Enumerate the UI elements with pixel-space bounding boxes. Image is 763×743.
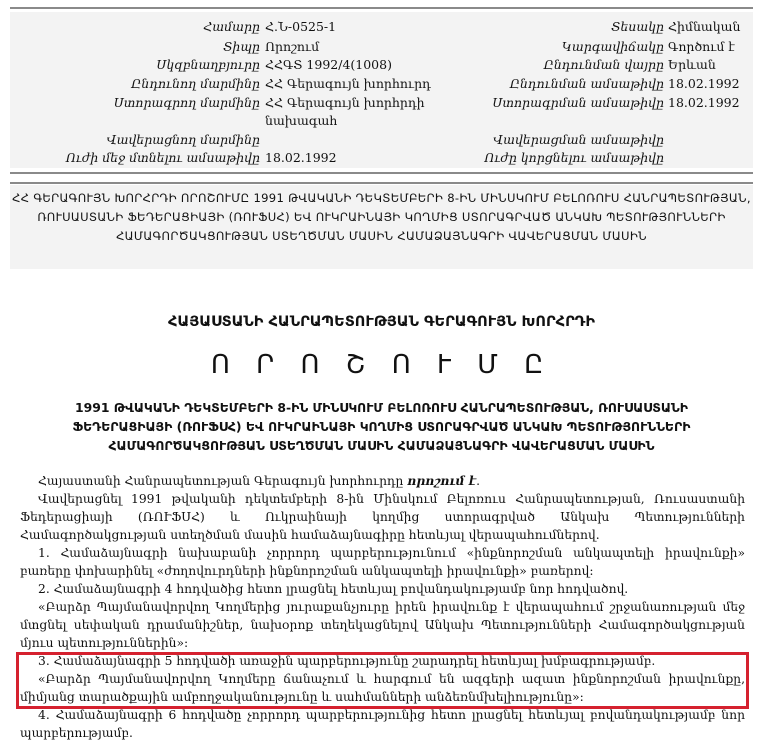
paragraph-item-3-quote: «Բարձր Պայմանավորվող Կողմերը ճանաչում և հարգում են ազգերի ազատ ինքնորոշման իրավունքը, միմյանց տարածքային ամբողջականությունը և սահմանների անձեռնմխելիությունը»: xyxy=(20,672,745,704)
meta-value: Գործում է xyxy=(668,39,735,54)
document-type-heading: Ո Ր Ո Շ Ո Ւ Մ Ը xyxy=(210,350,553,380)
document-title: 1991 ԹՎԱԿԱՆԻ ԴԵԿՏԵՄԲԵՐԻ 8-ԻՆ ՄԻՆՍԿՈՒՄ ԲԵԼՈՌՈՒՍ ՀԱՆՐԱՊԵՏՈՒԹՅԱՆ, ՌՈՒՍԱՍՏԱՆԻ ՖԵԴԵՐԱՑԻԱՅԻ (ՌՈՒՖՍՀ) ԵՎ ՈՒԿՐԱԻՆԱՅԻ ԿՈՂՄԻՑ ՍՏՈՐԱԳՐՎԱԾ ԱՆԿԱԽ ՊԵՏՈՒԹՅՈՒՆՆԵՐԻ ՀԱՄԱԳՈՐԾԱԿՑՈՒԹՅԱՆ ՍՏԵՂԾՄԱՆ ՄԱՍԻՆ ՀԱՄԱՁԱՅՆԱԳՐԻ ՎԱՎԵՐԱՑՄԱՆ ՄԱՍԻՆ xyxy=(72,400,691,453)
meta-label: Սկզբնաղբյուրը xyxy=(156,57,260,72)
meta-row-ratification-date xyxy=(410,131,753,148)
meta-row-place xyxy=(410,56,753,73)
meta-row-status xyxy=(410,38,753,55)
meta-value: Երևան xyxy=(668,57,716,72)
meta-value: 18.02.1992 xyxy=(668,95,740,110)
meta-row-kind xyxy=(410,18,753,35)
issuing-body-heading: ՀԱՅԱՍՏԱՆԻ ՀԱՆՐԱՊԵՏՈՒԹՅԱՆ ԳԵՐԱԳՈՒՅՆ ԽՈՐՀՐԴԻ xyxy=(167,314,596,330)
meta-label: Ուժը կորցնելու ամսաթիվը xyxy=(484,150,664,165)
meta-value: ՀՀ Գերագույն խորհրդի xyxy=(265,95,425,110)
meta-row-source xyxy=(10,56,410,73)
meta-label: Ուժի մեջ մտնելու ամսաթիվը xyxy=(65,150,260,165)
meta-row-signing-date xyxy=(410,94,753,111)
meta-label: Ստորագրման ամսաթիվը xyxy=(492,95,664,110)
meta-label: Կարգավիճակը xyxy=(561,39,664,54)
meta-value: ՀՀ Գերագույն խորհուրդ xyxy=(265,76,431,91)
meta-value: նախագահ xyxy=(265,113,338,128)
highlight-box xyxy=(16,652,749,709)
summary-rule xyxy=(10,182,753,184)
meta-value: Հ.Ն-0525-1 xyxy=(265,19,337,34)
intro-decision: որոշում է xyxy=(407,473,477,488)
meta-row-expiry-date xyxy=(410,149,753,166)
metadata-panel xyxy=(10,12,753,168)
meta-row-number xyxy=(10,18,410,35)
paragraph-item-3: 3. Համաձայնագրի 5 հոդվածի առաջին պարբերությունը շարադրել հետևյալ խմբագրությամբ. xyxy=(38,654,656,668)
paragraph-item-1: 1. Համաձայնագրի նախաբանի չորրորդ պարբերությունում «ինքնորոշման անկապտելի իրավունքի» բառերը փոխարինել «ժողովուրդների ինքնորոշման անկապտելի իրավունքի» բառերով: xyxy=(20,546,745,578)
intro-text: Հայաստանի Հանրապետության Գերագույն խորհուրդը xyxy=(38,474,408,488)
middle-rule xyxy=(10,172,753,174)
meta-value: 18.02.1992 xyxy=(668,76,740,91)
meta-row-effective-date xyxy=(10,149,410,166)
paragraph-ratify: Վավերացնել 1991 թվականի դեկտեմբերի 8-ին Մինսկում Բելոռուս Հանրապետության, Ռուսաստանի Ֆեդերացիայի (ՌՈՒՖՍՀ) և Ուկրաինայի կողմից ստորագրված Անկախ Պետությունների Համագործակցության ստեղծման մասին համաձայնագիրը հետևյալ վերապահումներով. xyxy=(20,492,745,542)
intro-end: . xyxy=(476,474,481,488)
document-summary: ՀՀ ԳԵՐԱԳՈՒՅՆ ԽՈՐՀՐԴԻ ՈՐՈՇՈՒՄԸ 1991 ԹՎԱԿԱՆԻ ԴԵԿՏԵՄԲԵՐԻ 8-ԻՆ ՄԻՆՍԿՈՒՄ ԲԵԼՈՌՈՒՍ ՀԱՆՐԱՊԵՏՈՒԹՅԱՆ, ՌՈՒՍԱՍՏԱՆԻ ՖԵԴԵՐԱՑԻԱՅԻ (ՌՈՒՖՍՀ) ԵՎ ՈՒԿՐԱԻՆԱՅԻ ԿՈՂՄԻՑ ՍՏՈՐԱԳՐՎԱԾ ԱՆԿԱԽ ՊԵՏՈՒԹՅՈՒՆՆԵՐԻ ՀԱՄԱԳՈՐԾԱԿՑՈՒԹՅԱՆ ՍՏԵՂԾՄԱՆ ՄԱՍԻՆ ՀԱՄԱՁԱՅՆԱԳՐԻ ՎԱՎԵՐԱՑՄԱՆ ՄԱՍԻՆ xyxy=(10,185,753,269)
meta-value: ՀՀԳՏ 1992/4(1008) xyxy=(265,57,392,72)
meta-row-adoption-date xyxy=(410,75,753,92)
paragraph-item-2-quote: «Բարձր Պայմանավորվող Կողմերից յուրաքանչյուրը իրեն իրավունք է վերապահում շրջանառության մեջ մտցնել սեփական դրամանիշներ, նախօրոք տեղեկացնելով Անկախ Պետությունների Համագործակցության մյուս պետություններին»: xyxy=(20,600,745,650)
paragraph-item-2: 2. Համաձայնագրի 4 հոդվածից հետո լրացնել հետևյալ բովանդակությամբ նոր հոդվածով. xyxy=(38,582,629,596)
meta-label: Ընդունող մարմինը xyxy=(131,76,260,91)
meta-value: Որոշում xyxy=(265,39,320,54)
meta-row-ratifying-body xyxy=(10,131,410,148)
meta-row-signing-body xyxy=(10,94,425,111)
meta-row-type xyxy=(10,38,410,55)
meta-label: Վավերացնող մարմինը xyxy=(106,132,260,147)
meta-row-signing-body-cont xyxy=(10,112,410,129)
meta-label: Համարը xyxy=(203,19,260,34)
meta-value: Հիմնական xyxy=(668,19,741,34)
meta-label: Տիպը xyxy=(223,39,260,54)
meta-row-adopting-body xyxy=(10,75,431,92)
meta-value: 18.02.1992 xyxy=(265,150,337,165)
meta-label: Ստորագրող մարմինը xyxy=(113,95,260,110)
top-rule xyxy=(10,7,753,9)
meta-label: Ընդունման վայրը xyxy=(543,57,664,72)
intro-paragraph xyxy=(20,472,745,490)
meta-label: Տեսակը xyxy=(611,19,664,34)
meta-label: Վավերացման ամսաթիվը xyxy=(493,132,664,147)
meta-label: Ընդունման ամսաթիվը xyxy=(509,76,664,91)
paragraph-item-4: 4. Համաձայնագրի 6 հոդվածը չորրորդ պարբերությունից հետո լրացնել հետևյալ բովանդակությամբ նոր պարբերությամբ. xyxy=(20,708,745,740)
